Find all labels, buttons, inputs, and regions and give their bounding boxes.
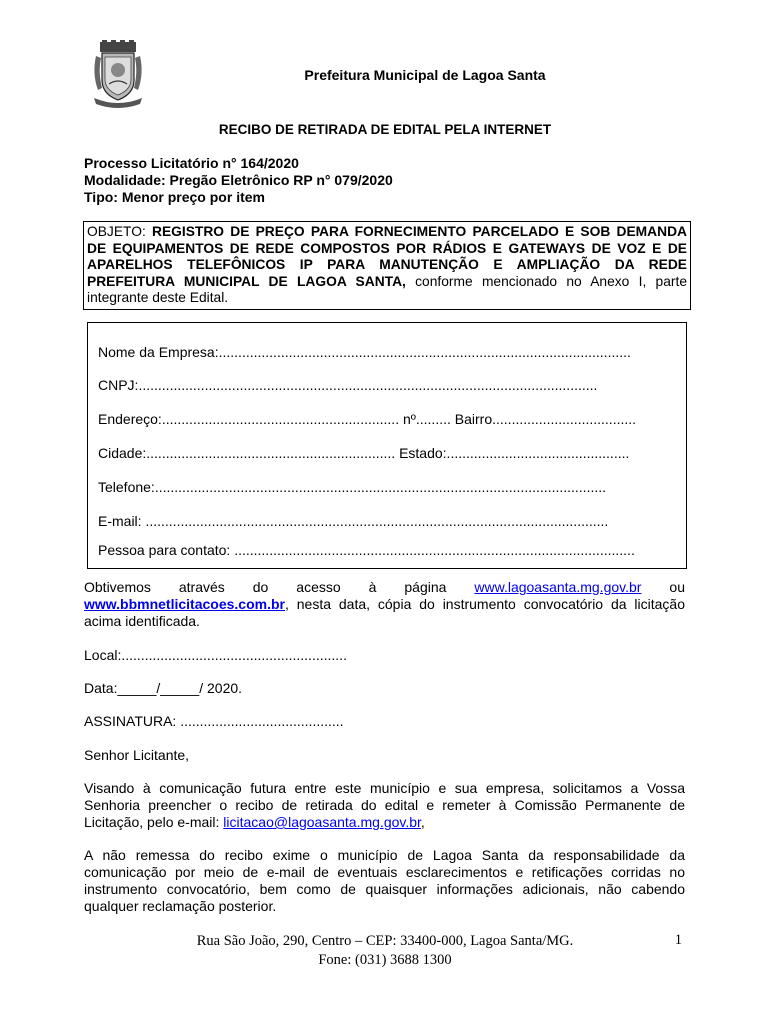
local-line[interactable]: Local:.......................................................... bbox=[84, 647, 347, 663]
p2-text-b: , bbox=[420, 814, 425, 830]
process-number: Processo Licitatório n° 164/2020 bbox=[84, 155, 299, 171]
link-lagoasanta[interactable]: www.lagoasanta.mg.gov.br bbox=[474, 579, 642, 595]
salutation: Senhor Licitante, bbox=[84, 747, 190, 763]
process-type: Tipo: Menor preço por item bbox=[84, 189, 265, 205]
p1-text-c: , nesta data, cópia do instrumento convocatório da licitação acima identificada. bbox=[84, 596, 685, 629]
field-email[interactable]: E-mail: ....................................................................................................................... bbox=[98, 513, 609, 529]
link-bbmnet[interactable]: www.bbmnetlicitacoes.com.br bbox=[84, 596, 285, 612]
page-number: 1 bbox=[674, 932, 682, 948]
field-cidade[interactable]: Cidade:................................................................ Estado:............................................... bbox=[98, 445, 630, 461]
communication-paragraph bbox=[84, 780, 685, 831]
process-modality: Modalidade: Pregão Eletrônico RP n° 079/2020 bbox=[84, 172, 393, 188]
footer-phone: Fone: (031) 3688 1300 bbox=[318, 952, 452, 968]
objeto-rest-text: conforme mencionado no Anexo I, parte integrante deste Edital. bbox=[87, 273, 687, 305]
signature-line[interactable]: ASSINATURA: .......................................... bbox=[84, 713, 344, 729]
date-line[interactable]: Data:_____/_____/ 2020. bbox=[84, 680, 243, 696]
header-title: Prefeitura Municipal de Lagoa Santa bbox=[304, 67, 546, 83]
access-paragraph bbox=[84, 579, 685, 630]
objeto-box bbox=[83, 221, 691, 310]
process-info bbox=[84, 155, 393, 206]
p1-text-a: Obtivemos através do acesso à página bbox=[84, 579, 475, 595]
p1-text-b: ou bbox=[641, 579, 685, 595]
receipt-title: RECIBO DE RETIRADA DE EDITAL PELA INTERNET bbox=[218, 122, 552, 137]
objeto-label: OBJETO: bbox=[87, 224, 152, 239]
footer-address: Rua São João, 290, Centro – CEP: 33400-000, Lagoa Santa/MG. bbox=[196, 933, 574, 949]
field-empresa[interactable]: Nome da Empresa:.......................................................................................................... bbox=[98, 344, 631, 360]
field-telefone[interactable]: Telefone:.................................................................................................................... bbox=[98, 479, 607, 495]
objeto-bold-text: REGISTRO DE PREÇO PARA FORNECIMENTO PARCELADO E SOB DEMANDA DE EQUIPAMENTOS DE REDE COMPOSTOS POR RÁDIOS E GATEWAYS DE VOZ E DE APARELHOS TELEFÔNICOS IP PARA MANUTENÇÃO E AMPLIAÇÃO DA REDE PREFEITURA MUNICIPAL DE LAGOA SANTA, bbox=[87, 224, 687, 289]
disclaimer-paragraph: A não remessa do recibo exime o município de Lagoa Santa da responsabilidade da comunicação por meio de e-mail de eventuais esclarecimentos e retificações corridas no instrumento convocatório, bem como de quaisquer informações adicionais, não cabendo qualquer reclamação posterior. bbox=[84, 847, 685, 914]
p2-text-a: Visando à comunicação futura entre este município e sua empresa, solicitamos a Vossa Senhoria preencher o recibo de retirada do edital e remeter à Comissão Permanente de Licitação, pelo e-mail: bbox=[84, 780, 685, 830]
footer bbox=[0, 932, 770, 970]
field-contato[interactable]: Pessoa para contato: ....................................................................................................... bbox=[98, 542, 635, 558]
company-form bbox=[87, 322, 687, 569]
field-cnpj[interactable]: CNPJ:...................................................................................................................... bbox=[98, 377, 598, 393]
link-email[interactable]: licitacao@lagoasanta.mg.gov.br bbox=[223, 814, 421, 830]
field-endereco[interactable]: Endereço:............................................................. nº......... Bairro..................................... bbox=[98, 411, 637, 427]
